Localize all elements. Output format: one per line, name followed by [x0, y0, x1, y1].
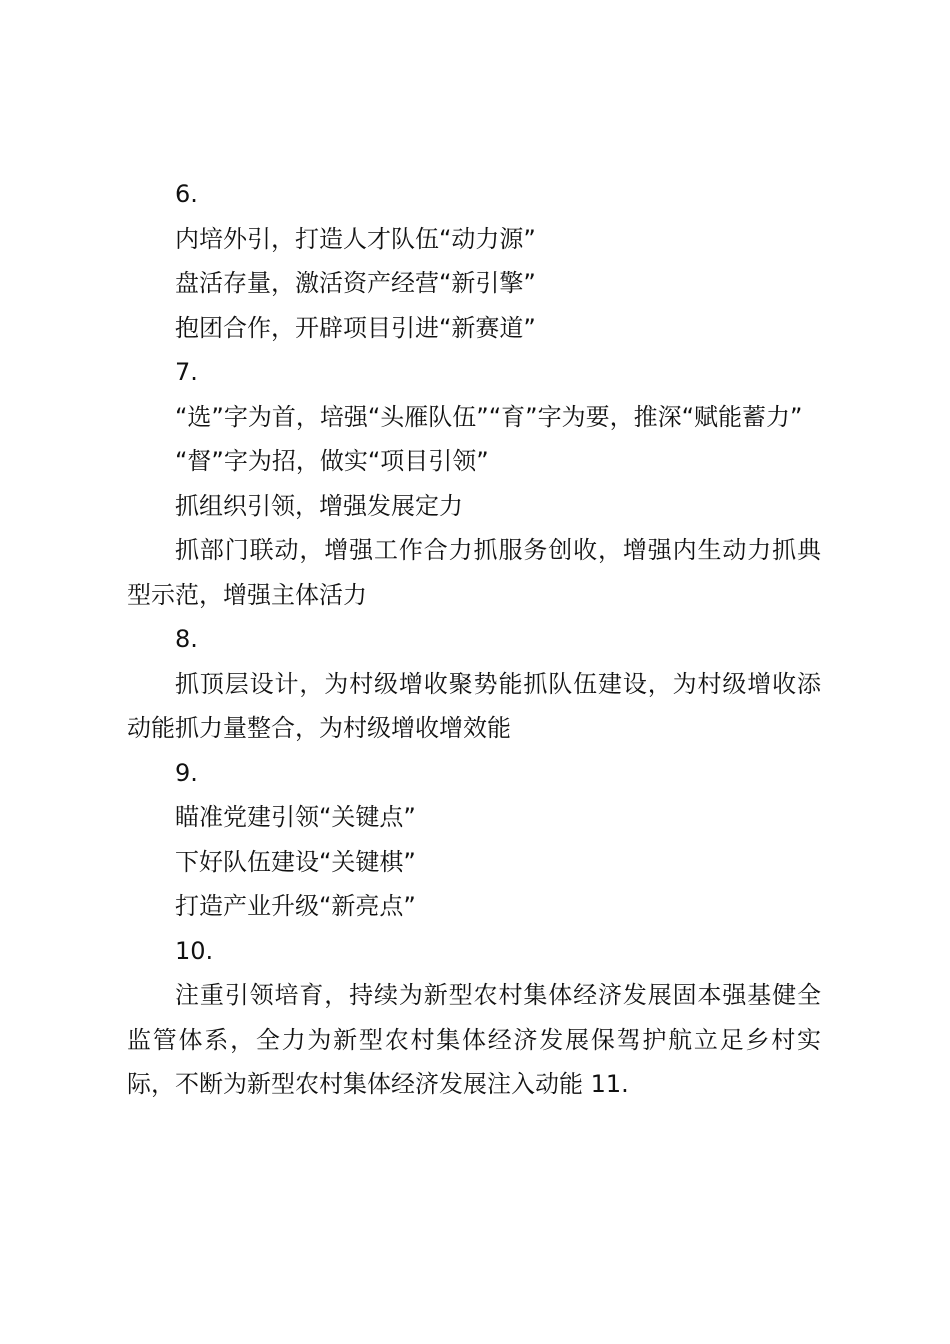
document-body: [127, 172, 821, 1107]
paragraph: “督”字为招，做实“项目引领”: [175, 447, 489, 475]
paragraph: 内培外引，打造人才队伍“动力源”: [175, 224, 536, 253]
paragraph: 注重引领培育，持续为新型农村集体经济发展固本强基健全监管体系，全力为新型农村集体经济发展保驾护航立足乡村实际，不断为新型农村集体经济发展注入动能 11.: [127, 981, 821, 1098]
paragraph: 打造产业升级“新亮点”: [175, 892, 416, 920]
section-number: 9.: [175, 758, 198, 787]
paragraph: 抓组织引领，增强发展定力: [175, 491, 463, 520]
paragraph: 抓部门联动，增强工作合力抓服务创收，增强内生动力抓典型示范，增强主体活力: [127, 536, 821, 609]
section-number: 6.: [175, 180, 198, 208]
section-number: 10.: [175, 936, 214, 965]
section-number: 7.: [175, 358, 198, 386]
paragraph: 抓顶层设计，为村级增收聚势能抓队伍建设，为村级增收添动能抓力量整合，为村级增收增效能: [127, 669, 821, 742]
paragraph: 下好队伍建设“关键棋”: [175, 847, 416, 876]
paragraph: 盘活存量，激活资产经营“新引擎”: [175, 269, 536, 297]
paragraph: “选”字为首，培强“头雁队伍”“育”字为要，推深“赋能蓄力”: [175, 402, 803, 431]
paragraph: 抱团合作，开辟项目引进“新赛道”: [175, 313, 536, 342]
paragraph: 瞄准党建引领“关键点”: [175, 803, 416, 831]
section-number: 8.: [175, 625, 198, 653]
